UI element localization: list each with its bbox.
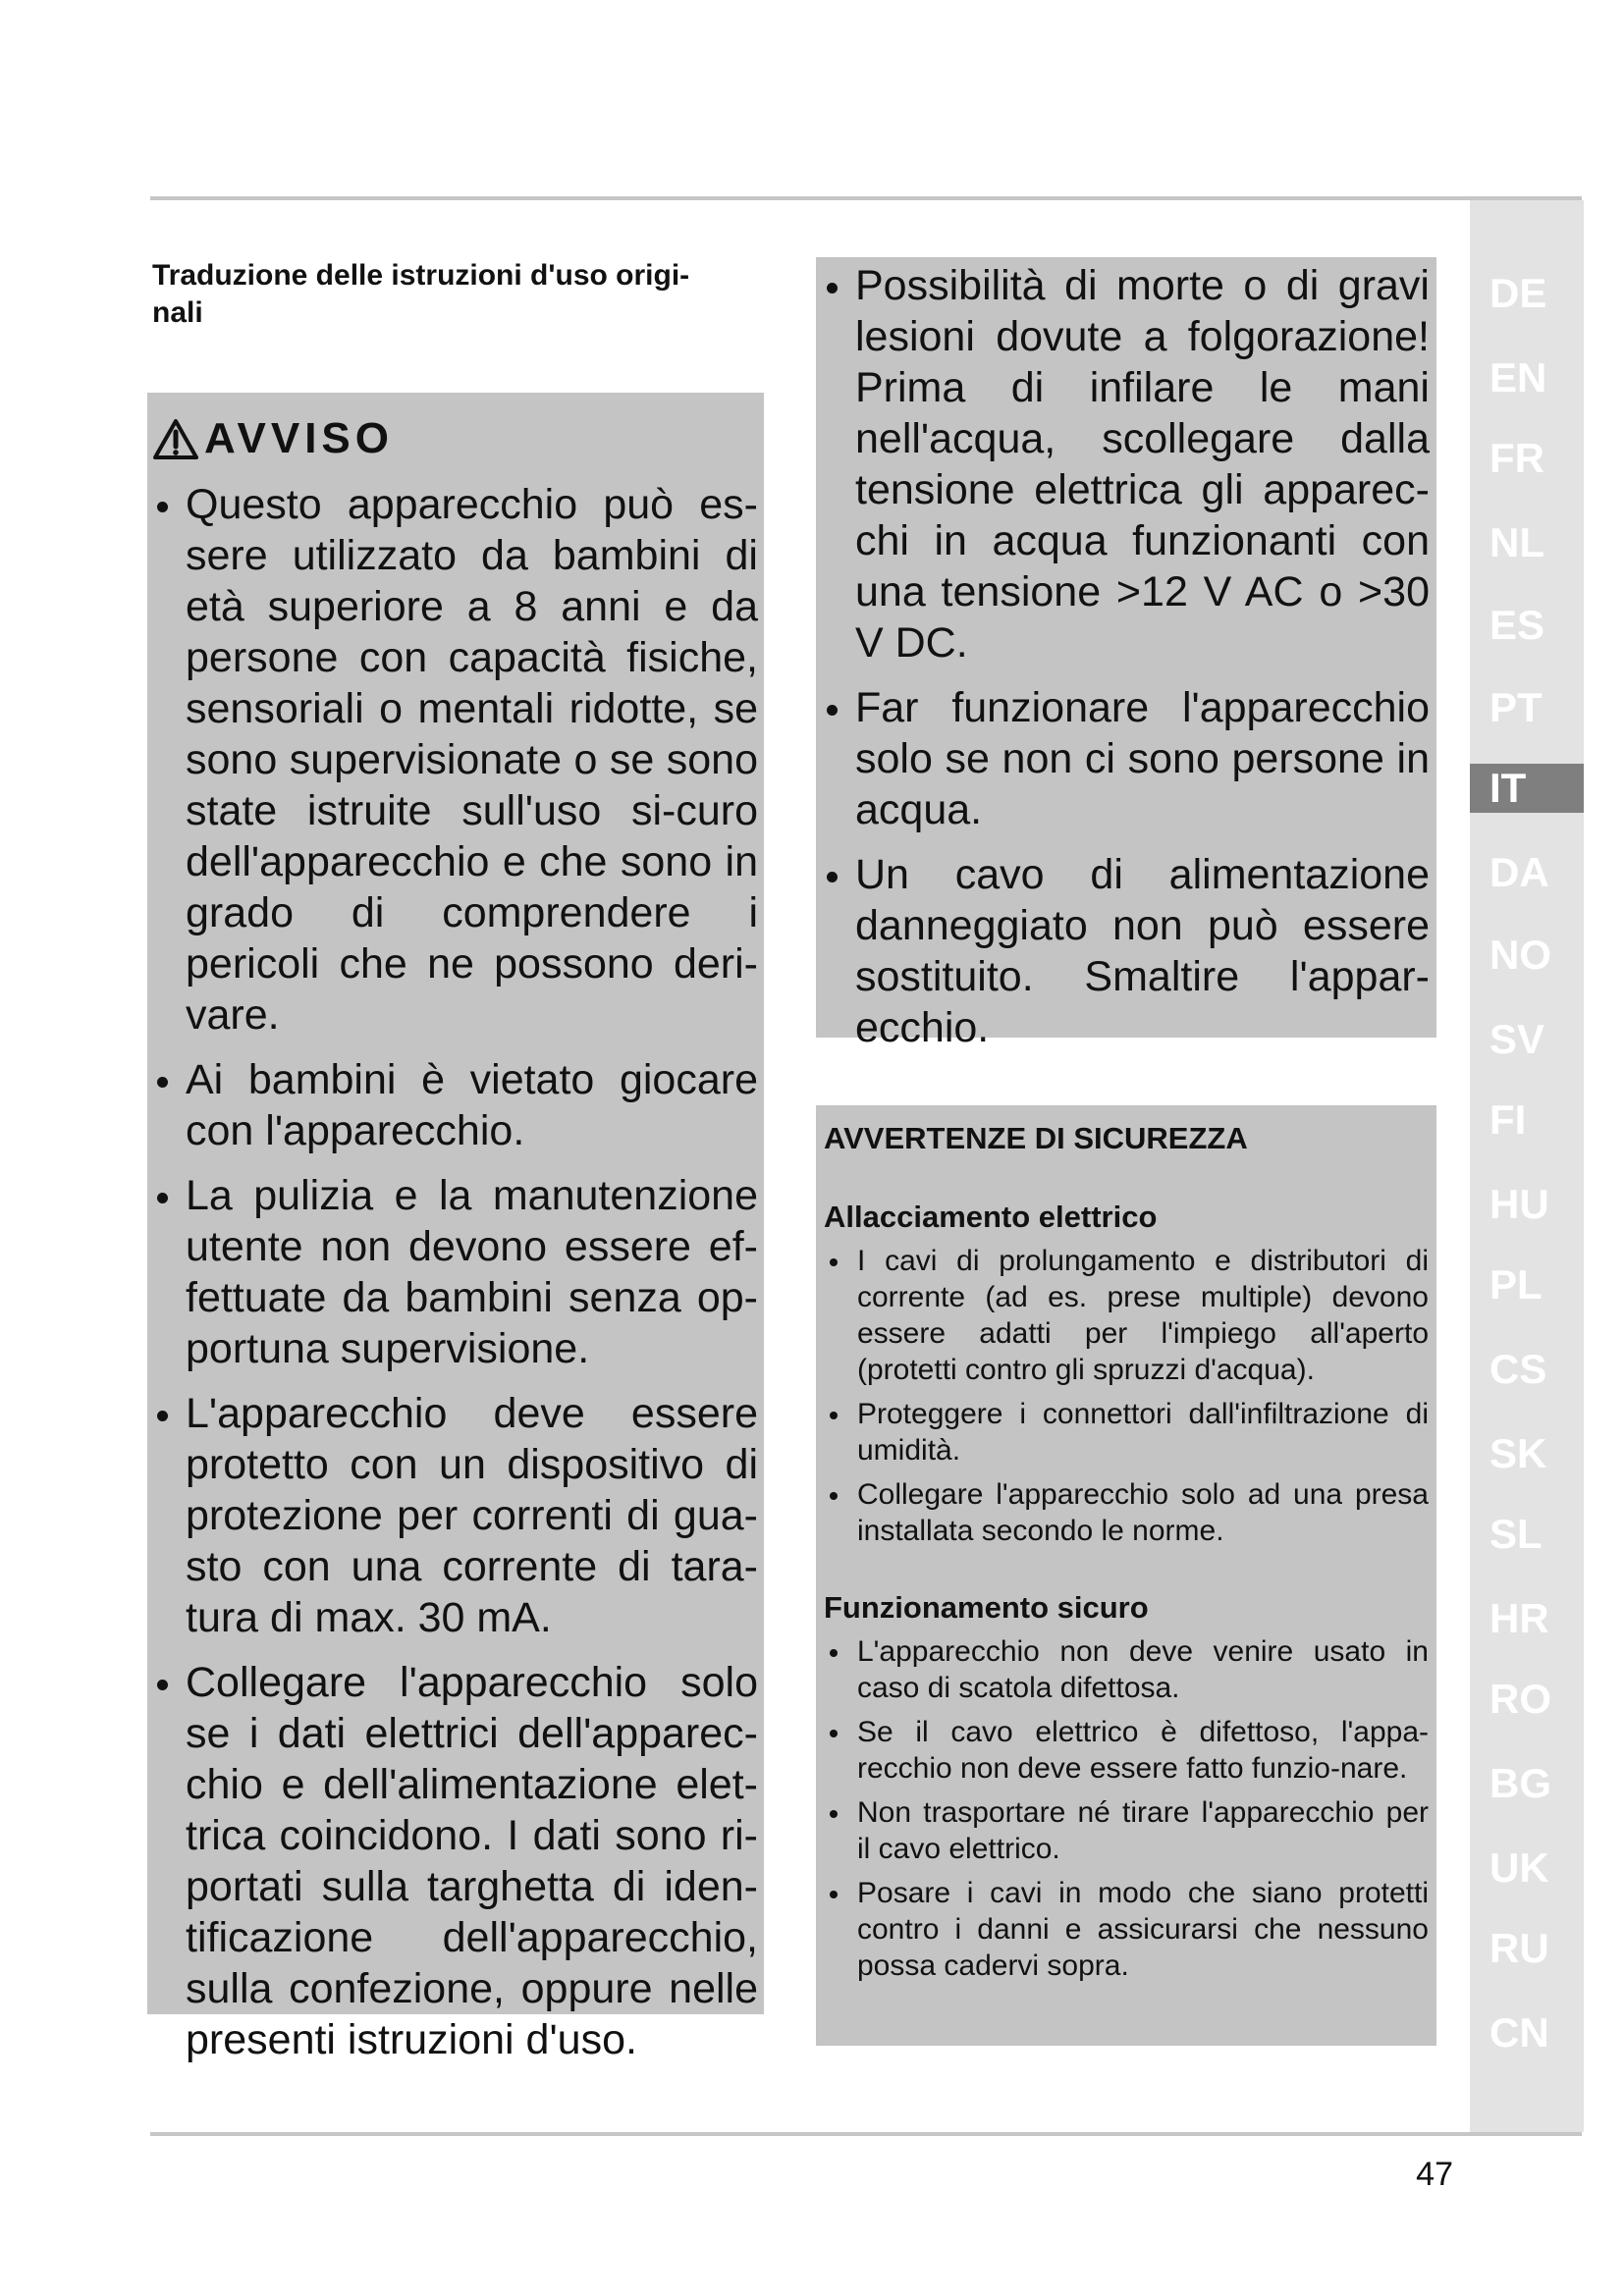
lang-tab-cs[interactable]: CS bbox=[1489, 1346, 1547, 1392]
lang-tab-uk[interactable]: UK bbox=[1489, 1844, 1549, 1891]
danger-item: Far funzionare l'apparecchio solo se non ci sono persone in acqua. bbox=[823, 682, 1430, 835]
operation-item: Se il cavo elettrico è difettoso, l'appa-recchio non deve essere fatto funzio-nare. bbox=[824, 1714, 1429, 1787]
electrical-heading: Allacciamento elettrico bbox=[824, 1200, 1158, 1234]
lang-tab-sl[interactable]: SL bbox=[1489, 1511, 1543, 1557]
warning-header bbox=[153, 399, 764, 479]
page-number: 47 bbox=[1416, 2156, 1453, 2193]
electrical-item: I cavi di prolungamento e distributori di corrente (ad es. prese multiple) devono essere adatti per l'impiego all'aperto (protetti contro gli spruzzi d'acqua). bbox=[824, 1243, 1429, 1388]
lang-tab-it[interactable]: IT bbox=[1470, 764, 1584, 813]
lang-tab-es[interactable]: ES bbox=[1489, 602, 1545, 648]
lang-tab-hu[interactable]: HU bbox=[1489, 1181, 1549, 1227]
electrical-item: Proteggere i connettori dall'infiltrazione di umidità. bbox=[824, 1396, 1429, 1468]
lang-tab-da[interactable]: DA bbox=[1489, 849, 1549, 895]
lang-tab-hr[interactable]: HR bbox=[1489, 1595, 1549, 1641]
electrical-item: Collegare l'apparecchio solo ad una presa installata secondo le norme. bbox=[824, 1476, 1429, 1549]
danger-list bbox=[823, 260, 1430, 1053]
warning-item: La pulizia e la manutenzione utente non devono essere ef-fettuate da bambini senza op-portuna supervisione. bbox=[153, 1170, 758, 1374]
danger-item: Un cavo di alimentazione danneggiato non può essere sostituito. Smaltire l'appar-ecchio. bbox=[823, 849, 1430, 1053]
lang-tab-no[interactable]: NO bbox=[1489, 932, 1551, 978]
operation-item: Non trasportare né tirare l'apparecchio per il cavo elettrico. bbox=[824, 1794, 1429, 1867]
lang-tab-bg[interactable]: BG bbox=[1489, 1760, 1551, 1806]
safety-title: AVVERTENZE DI SICUREZZA bbox=[824, 1121, 1248, 1155]
lang-tab-pl[interactable]: PL bbox=[1489, 1261, 1543, 1308]
operation-item: L'apparecchio non deve venire usato in caso di scatola difettosa. bbox=[824, 1633, 1429, 1706]
warning-box bbox=[147, 393, 764, 2063]
lang-tab-fr[interactable]: FR bbox=[1489, 435, 1544, 481]
language-sidebar bbox=[1470, 200, 1584, 2132]
lang-tab-en[interactable]: EN bbox=[1489, 354, 1547, 400]
lang-tab-pt[interactable]: PT bbox=[1489, 684, 1543, 730]
warning-item: Questo apparecchio può es-sere utilizzato da bambini di età superiore a 8 anni e da persone con capacità fisiche, sensoriali o mentali ridotte, se sono supervisionate o se sono state istruite sull'uso si-curo dell'apparecchio e che sono in grado di comprendere i pericoli che ne possono deri-vare. bbox=[153, 479, 758, 1041]
lang-tab-ro[interactable]: RO bbox=[1489, 1676, 1551, 1722]
danger-item: Possibilità di morte o di gravi lesioni dovute a folgorazione! Prima di infilare le mani nell'acqua, scollegare dalla tensione elettrica gli apparec-chi in acqua funzionanti con una tensione >12 V AC o >30 V DC. bbox=[823, 260, 1430, 668]
danger-box bbox=[816, 257, 1436, 1051]
lang-tab-nl[interactable]: NL bbox=[1489, 519, 1544, 565]
bottom-divider bbox=[150, 2132, 1582, 2136]
electrical-list bbox=[824, 1243, 1429, 1549]
lang-tab-sk[interactable]: SK bbox=[1489, 1430, 1547, 1476]
warning-title: AVVISO bbox=[204, 414, 395, 462]
warning-item: Collegare l'apparecchio solo se i dati elettrici dell'apparec-chio e dell'alimentazione elet-trica coincidono. I dati sono ri-portati sulla targhetta di iden-tificazione dell'apparecchio, sulla confezione, oppure nelle presenti istruzioni d'uso. bbox=[153, 1657, 758, 2065]
lang-tab-de[interactable]: DE bbox=[1489, 270, 1547, 316]
warning-item: L'apparecchio deve essere protetto con un dispositivo di protezione per correnti di gua-sto con una corrente di tara-tura di max. 30 mA. bbox=[153, 1388, 758, 1643]
lang-tab-sv[interactable]: SV bbox=[1489, 1016, 1545, 1062]
safety-box bbox=[816, 1105, 1436, 2046]
lang-tab-fi[interactable]: FI bbox=[1489, 1096, 1527, 1143]
operation-item: Posare i cavi in modo che siano protetti contro i danni e assicurarsi che nessuno possa cadervi sopra. bbox=[824, 1875, 1429, 1984]
operation-heading: Funzionamento sicuro bbox=[824, 1590, 1149, 1625]
warning-list bbox=[153, 479, 758, 2065]
document-title: Traduzione delle istruzioni d'uso origi- nali bbox=[152, 259, 690, 329]
lang-tab-cn[interactable]: CN bbox=[1489, 2009, 1549, 2056]
operation-list bbox=[824, 1633, 1429, 1984]
top-divider bbox=[150, 196, 1582, 200]
warning-triangle-icon bbox=[153, 418, 198, 459]
lang-tab-ru[interactable]: RU bbox=[1489, 1925, 1549, 1971]
warning-item: Ai bambini è vietato giocare con l'apparecchio. bbox=[153, 1054, 758, 1156]
